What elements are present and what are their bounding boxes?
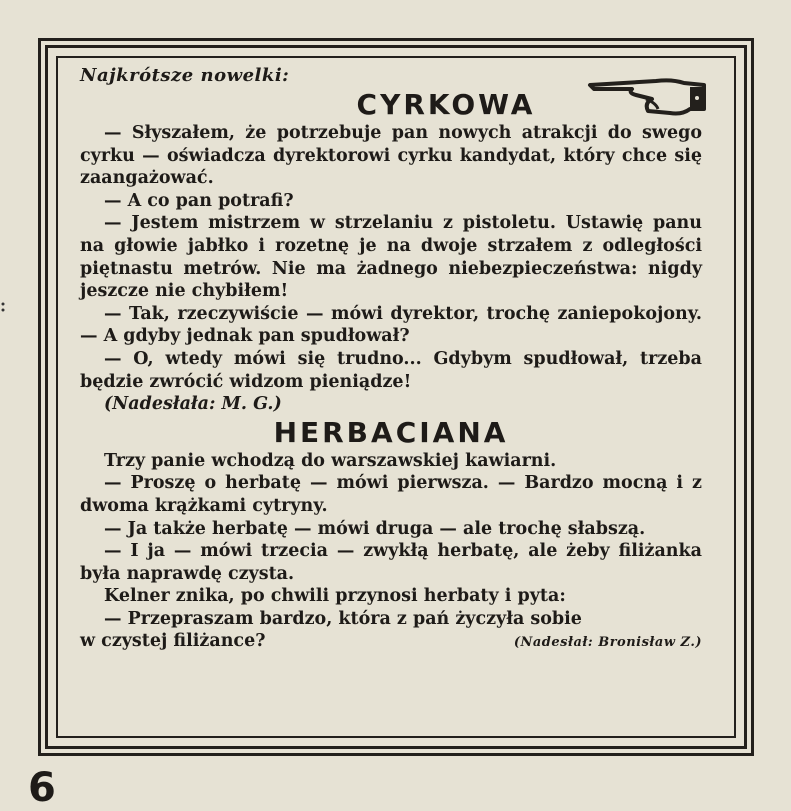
paragraph: Trzy panie wchodzą do warszawskiej kawiarni. [104,450,557,471]
paragraph-end: w czystej filiżance? [80,631,266,652]
paragraph: Kelner znika, po chwili przynosi herbaty i pyta: [104,586,566,607]
paragraph: — Tak, rzeczywiście — mówi dyrektor, trochę zaniepokojony. — A gdyby jednak pan spudłował? [80,303,702,347]
paragraph: — Słyszałem, że potrzebuje pan nowych atrakcji do swego cyrku — oświadcza dyrektorowi cyrku kandydat, który chce się zaangażować. [80,123,702,189]
paragraph: — Ja także herbatę — mówi druga — ale trochę słabszą. [104,518,646,539]
margin-mark [0,298,6,310]
story-title-cyrkowa: CYRKOWA [356,88,536,121]
series-title: Najkrótsze nowelki: [80,65,290,86]
story-herbaciana [80,450,702,653]
paragraph: — O, wtedy mówi się trudno... Gdybym spudłował, trzeba będzie zwrócić widzom pieniądze! [80,348,702,392]
last-line [80,630,702,653]
paragraph: — I ja — mówi trzecia — zwykłą herbatę, ale żeby filiżanka była naprawdę czysta. [80,541,702,584]
paragraph: — Jestem mistrzem w strzelaniu z pistoletu. Ustawię panu na głowie jabłko i rozetnę je na dwoje strzałem z odległości piętnastu metrów. Nie ma żadnego niebezpieczeństwa: nigdy jeszcze nie chybiłem! [80,213,702,302]
story-title-herbaciana: HERBACIANA [273,415,509,449]
story-cyrkowa [80,122,702,416]
signature: (Nadesłał: Bronisław Z.) [513,635,702,651]
paragraph: — Proszę o herbatę — mówi pierwsza. — Bardzo mocną i z dwoma krążkami cytryny. [80,473,702,516]
signature: (Nadesłała: M. G.) [104,394,282,415]
paragraph: — Przepraszam bardzo, która z pań życzyła sobie [104,608,582,629]
article-content [80,64,702,653]
paragraph: — A co pan potrafi? [104,190,294,211]
page-number: 6 [28,765,56,811]
